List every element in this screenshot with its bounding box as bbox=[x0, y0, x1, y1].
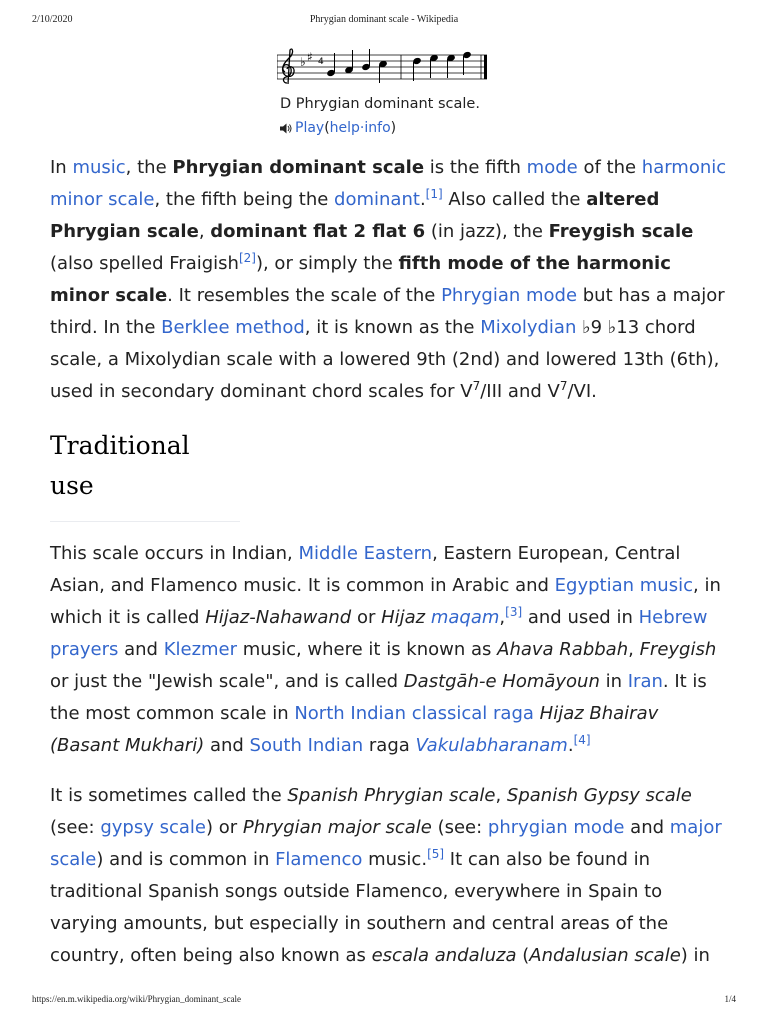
superscript: 7 bbox=[472, 379, 481, 393]
italic-term: escala andaluza bbox=[371, 945, 517, 966]
ref-5[interactable] bbox=[427, 849, 444, 870]
scale-notation-image bbox=[277, 48, 489, 86]
ref-4[interactable] bbox=[574, 735, 591, 756]
text: This scale occurs in Indian, bbox=[50, 543, 299, 564]
speaker-icon[interactable] bbox=[280, 123, 292, 134]
help-info-link[interactable]: help·info bbox=[329, 120, 391, 136]
text: ♭9 ♭13 chord scale, a Mixolydian scale with a lowered 9th (2nd) and lowered 13th (6th), used in secondary dominant chord scales for V bbox=[50, 317, 720, 402]
paren-close: ) bbox=[390, 120, 397, 136]
text: and bbox=[624, 817, 670, 838]
text: and bbox=[204, 735, 250, 756]
text: raga bbox=[363, 735, 416, 756]
text: Also called the bbox=[442, 189, 587, 210]
italic-term: Hijaz bbox=[381, 607, 426, 628]
link-egyptian-music[interactable]: Egyptian music bbox=[554, 575, 693, 596]
text: music. bbox=[362, 849, 428, 870]
svg-text:♯: ♯ bbox=[307, 50, 313, 64]
text: , Eastern European, Central Asian, and Flamenco music. It is common in Arabic and bbox=[50, 543, 681, 596]
text: (see: bbox=[50, 817, 101, 838]
italic-term: Spanish Gypsy scale bbox=[506, 785, 692, 806]
bold-term: Phrygian dominant scale bbox=[172, 157, 425, 178]
text: music, where it is known as bbox=[237, 639, 498, 660]
text: /VI. bbox=[567, 381, 597, 402]
link-south-indian[interactable]: South Indian bbox=[249, 735, 364, 756]
link-middle-eastern[interactable]: Middle Eastern bbox=[298, 543, 433, 564]
bold-term: Freygish scale bbox=[548, 221, 694, 242]
text: or just the "Jewish scale", and is called bbox=[50, 671, 404, 692]
link-music[interactable]: music bbox=[72, 157, 126, 178]
text: , bbox=[198, 221, 211, 242]
text: . It resembles the scale of the bbox=[167, 285, 442, 306]
spanish-paragraph bbox=[50, 780, 730, 972]
link-dominant[interactable]: dominant bbox=[334, 189, 420, 210]
text: /III and V bbox=[480, 381, 560, 402]
text: but has a major third. In the bbox=[50, 285, 725, 338]
text: and used in bbox=[522, 607, 639, 628]
text: , bbox=[495, 785, 507, 806]
ref-3-label: [3] bbox=[505, 605, 523, 619]
text: ), or simply the bbox=[255, 253, 399, 274]
text: (also spelled Fraigish bbox=[50, 253, 239, 274]
bold-term: fifth mode of the harmonic minor scale bbox=[50, 253, 671, 306]
link-mixolydian[interactable]: Mixolydian bbox=[480, 317, 577, 338]
text: . bbox=[419, 189, 426, 210]
link-mode[interactable]: mode bbox=[526, 157, 578, 178]
print-page-title: Phrygian dominant scale - Wikipedia bbox=[309, 14, 459, 25]
text: in bbox=[599, 671, 628, 692]
ref-5-label: [5] bbox=[427, 847, 445, 861]
text: , bbox=[628, 639, 640, 660]
italic-term: Freygish bbox=[639, 639, 717, 660]
text: In bbox=[50, 157, 73, 178]
italic-term: Dastgāh-e Homāyoun bbox=[403, 671, 600, 692]
text: . bbox=[567, 735, 574, 756]
text: is the fifth bbox=[424, 157, 527, 178]
text: It is sometimes called the bbox=[50, 785, 288, 806]
text: It can also be found in traditional Spanish songs outside Flamenco, everywhere in Spain to varying amounts, but especially in southern and central areas of the country, often being also known as bbox=[50, 849, 669, 966]
link-maqam-label: maqam bbox=[430, 607, 500, 628]
text: and bbox=[118, 639, 164, 660]
link-north-indian-classical-raga[interactable]: North Indian classical raga bbox=[294, 703, 534, 724]
text: ( bbox=[516, 945, 530, 966]
ref-2[interactable] bbox=[239, 253, 256, 274]
link-gypsy-scale[interactable]: gypsy scale bbox=[100, 817, 206, 838]
italic-term: Phrygian major scale bbox=[242, 817, 432, 838]
play-link[interactable]: Play bbox=[295, 120, 325, 136]
text: ) and is common in bbox=[96, 849, 276, 870]
link-vakulabharanam-label: Vakulabharanam bbox=[415, 735, 568, 756]
traditional-use-paragraph bbox=[50, 538, 730, 762]
link-flamenco[interactable]: Flamenco bbox=[275, 849, 363, 870]
italic-term: Hijaz-Nahawand bbox=[205, 607, 352, 628]
italic-term: Spanish Phrygian scale bbox=[287, 785, 496, 806]
link-iran[interactable]: Iran bbox=[627, 671, 663, 692]
text: (in jazz), the bbox=[425, 221, 549, 242]
text: of the bbox=[577, 157, 642, 178]
italic-term: Ahava Rabbah bbox=[497, 639, 629, 660]
text: . It is the most common scale in bbox=[50, 671, 707, 724]
link-klezmer[interactable]: Klezmer bbox=[163, 639, 238, 660]
ref-4-label: [4] bbox=[573, 733, 591, 747]
text: , the bbox=[125, 157, 173, 178]
print-page-number: 1/4 bbox=[724, 994, 736, 1004]
svg-text:4: 4 bbox=[318, 57, 324, 67]
text: , in which it is called bbox=[50, 575, 721, 628]
audio-controls bbox=[280, 120, 396, 136]
article-content bbox=[50, 152, 730, 972]
ref-3[interactable] bbox=[505, 607, 522, 628]
link-phrygian-mode[interactable]: Phrygian mode bbox=[441, 285, 578, 306]
italic-term: Andalusian scale bbox=[529, 945, 681, 966]
section-heading-traditional-use: Traditional use bbox=[50, 426, 240, 522]
italic-term: Hijaz Bhairav (Basant Mukhari) bbox=[50, 703, 659, 756]
link-harmonic-minor-scale[interactable]: harmonic minor scale bbox=[50, 157, 727, 210]
link-hebrew-prayers[interactable]: Hebrew prayers bbox=[50, 607, 708, 660]
ref-2-label: [2] bbox=[238, 251, 256, 265]
link-phrygian-mode-2[interactable]: phrygian mode bbox=[487, 817, 625, 838]
text: ) in bbox=[680, 945, 710, 966]
link-berklee-method[interactable]: Berklee method bbox=[161, 317, 305, 338]
paren-open: ( bbox=[324, 120, 330, 136]
bold-term: dominant flat 2 flat 6 bbox=[210, 221, 426, 242]
print-url: https://en.m.wikipedia.org/wiki/Phrygian_dominant_scale bbox=[32, 994, 242, 1004]
link-major-scale[interactable]: major scale bbox=[50, 817, 722, 870]
link-maqam[interactable] bbox=[431, 607, 500, 628]
text: , the fifth being the bbox=[154, 189, 335, 210]
text: ) or bbox=[205, 817, 243, 838]
ref-1-label: [1] bbox=[425, 187, 443, 201]
print-date: 2/10/2020 bbox=[32, 14, 73, 25]
text: , it is known as the bbox=[304, 317, 481, 338]
text: (see: bbox=[431, 817, 488, 838]
ref-1[interactable] bbox=[426, 189, 443, 210]
bold-term: altered Phrygian scale bbox=[50, 189, 660, 242]
text: , bbox=[499, 607, 506, 628]
svg-text:♭: ♭ bbox=[300, 55, 306, 69]
intro-paragraph bbox=[50, 152, 730, 408]
figure-caption: D Phrygian dominant scale. bbox=[280, 96, 480, 112]
superscript: 7 bbox=[559, 379, 568, 393]
text: or bbox=[351, 607, 382, 628]
link-vakulabharanam[interactable] bbox=[416, 735, 568, 756]
